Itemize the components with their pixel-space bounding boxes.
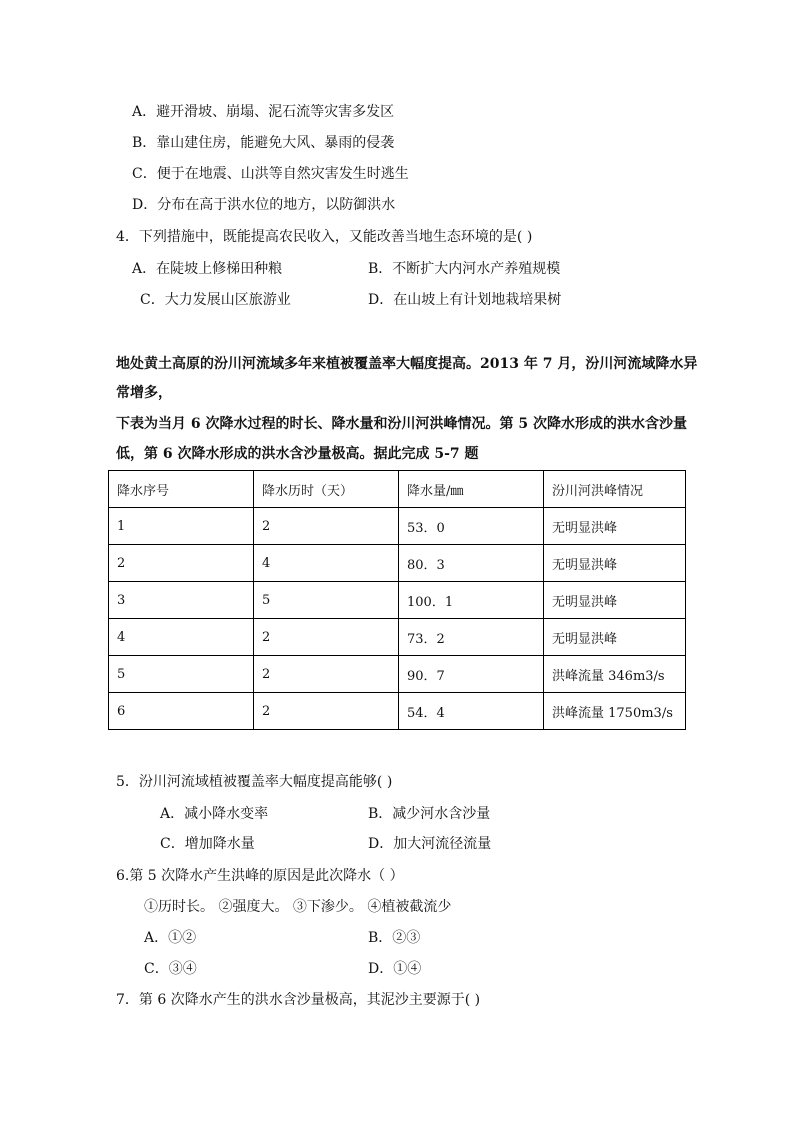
q4-option-a: A．在陡坡上修梯田种粮 xyxy=(132,261,283,277)
table-cell: 2 xyxy=(254,693,399,730)
q6-option-c: C．③④ xyxy=(144,961,197,977)
q6-option-b: B．②③ xyxy=(368,930,421,946)
table-cell: 4 xyxy=(109,619,254,656)
q7-stem: 7．第 6 次降水产生的洪水含沙量极高，其泥沙主要源于( ) xyxy=(116,992,481,1008)
q5-option-b: B．减少河水含沙量 xyxy=(368,806,491,822)
table-cell: 1 xyxy=(109,508,254,545)
q3-option-c: C．便于在地震、山洪等自然灾害发生时逃生 xyxy=(132,166,409,182)
table-cell: 2 xyxy=(254,619,399,656)
table-row xyxy=(109,619,686,656)
table-cell: 无明显洪峰 xyxy=(544,545,686,582)
q3-option-d: D．分布在高于洪水位的地方，以防御洪水 xyxy=(132,197,396,213)
table-header-cell: 降水量/㎜ xyxy=(399,471,544,508)
q4-option-b: B．不断扩大内河水产养殖规模 xyxy=(368,261,561,277)
table-cell: 73．2 xyxy=(399,619,544,656)
table-header-cell: 降水历时（天） xyxy=(254,471,399,508)
q4-stem: 4．下列措施中，既能提高农民收入，又能改善当地生态环境的是( ) xyxy=(116,229,533,245)
table-header-row xyxy=(109,471,686,508)
q5-option-a: A．减小降水变率 xyxy=(160,806,269,822)
table-cell: 54．4 xyxy=(399,693,544,730)
table-cell: 洪峰流量 1750m3/s xyxy=(544,693,686,730)
table-row xyxy=(109,693,686,730)
table-cell: 80．3 xyxy=(399,545,544,582)
table-cell: 洪峰流量 346m3/s xyxy=(544,656,686,693)
table-cell: 6 xyxy=(109,693,254,730)
table-cell: 无明显洪峰 xyxy=(544,508,686,545)
q5-stem: 5．汾川河流域植被覆盖率大幅度提高能够( ) xyxy=(116,774,393,790)
table-row xyxy=(109,582,686,619)
table-cell: 无明显洪峰 xyxy=(544,619,686,656)
passage-line-4: 低，第 6 次降水形成的洪水含沙量极高。据此完成 5-7 题 xyxy=(116,446,479,462)
table-cell: 4 xyxy=(254,545,399,582)
q4-option-d: D．在山坡上有计划地栽培果树 xyxy=(368,292,562,308)
table-cell: 90．7 xyxy=(399,656,544,693)
table-cell: 3 xyxy=(109,582,254,619)
table-row xyxy=(109,545,686,582)
table-row xyxy=(109,656,686,693)
table-cell: 5 xyxy=(109,656,254,693)
q6-option-a: A．①② xyxy=(144,930,197,946)
table-cell: 2 xyxy=(109,545,254,582)
q4-option-c: C．大力发展山区旅游业 xyxy=(140,292,291,308)
rainfall-table xyxy=(108,470,686,730)
table-cell: 2 xyxy=(254,508,399,545)
table-cell: 100．1 xyxy=(399,582,544,619)
q5-option-c: C．增加降水量 xyxy=(160,836,255,852)
table-header-cell: 降水序号 xyxy=(109,471,254,508)
table-cell: 53．0 xyxy=(399,508,544,545)
table-cell: 2 xyxy=(254,656,399,693)
q3-option-b: B．靠山建住房，能避免大风、暴雨的侵袭 xyxy=(132,135,395,151)
passage-line-3: 下表为当月 6 次降水过程的时长、降水量和汾川河洪峰情况。第 5 次降水形成的洪水含沙量 xyxy=(116,416,687,432)
table-cell: 无明显洪峰 xyxy=(544,582,686,619)
q6-option-d: D．①④ xyxy=(368,961,422,977)
q3-option-a: A．避开滑坡、崩塌、泥石流等灾害多发区 xyxy=(132,104,395,120)
table-row xyxy=(109,508,686,545)
q6-items: ①历时长。 ②强度大。 ③下渗少。 ④植被截流少 xyxy=(144,899,452,915)
passage-line-1: 地处黄土高原的汾川河流域多年来植被覆盖率大幅度提高。2013 年 7 月，汾川河流域降水异 xyxy=(116,356,698,372)
passage-line-2: 常增多， xyxy=(116,385,172,401)
q5-option-d: D．加大河流径流量 xyxy=(368,836,492,852)
q6-stem: 6.第 5 次降水产生洪峰的原因是此次降水（ ） xyxy=(116,868,404,884)
table-cell: 5 xyxy=(254,582,399,619)
table-header-cell: 汾川河洪峰情况 xyxy=(544,471,686,508)
